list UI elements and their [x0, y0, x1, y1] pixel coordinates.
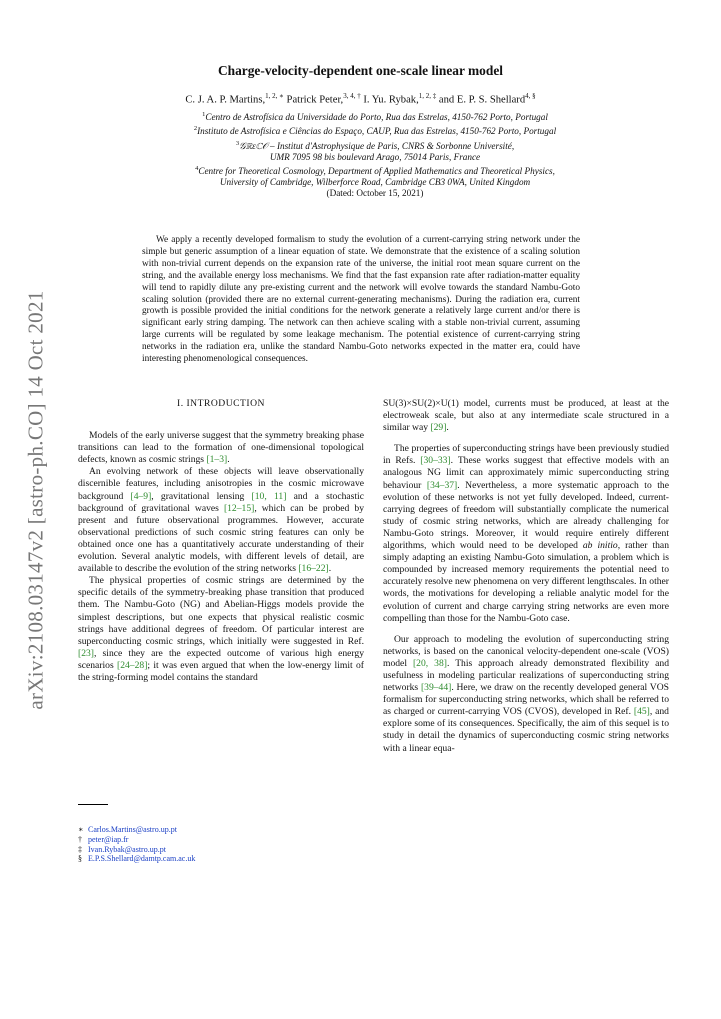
affiliation-line	[90, 152, 660, 163]
author-affiliation-marks: 1, 2, ‡	[418, 92, 437, 100]
paragraph-text: The physical properties of cosmic strings are determined by the specific details of the symmetry-breaking phase transition that produced them. The Nambu-Goto (NG) and Abelian-Higgs models provide the simplest descriptions, but one expects that physical realistic cosmic strings have additional degrees of freedom. Of particular interest are superconducting cosmic strings, which initially were suggested in Ref.	[78, 575, 364, 647]
footnote-item	[78, 835, 195, 845]
citation-link[interactable]: [12–15]	[223, 502, 255, 514]
footnote-mark: ‡	[78, 844, 82, 854]
paper-title: Charge-velocity-dependent one-scale linear model	[217, 63, 503, 78]
affiliation-text: Centre for Theoretical Cosmology, Department of Applied Mathematics and Theoretical Physics,	[198, 166, 555, 177]
body-paragraph	[383, 634, 669, 755]
paragraph-text: The properties of superconducting strings have been previously studied in Refs.	[383, 443, 669, 467]
right-column	[383, 398, 669, 755]
paragraph-text: , and explore some of its consequences. Specifically, the aim of this sequel is to study in detail the dynamics of superconducting cosmic string networks with a linear equa-	[383, 706, 669, 754]
paragraph-text: , rather than simply adapting an existing Nambu-Goto simulation, a problem which is compounded by increased memory requirements the potential need to accurately resolve new phenomena on very different lengthscales. In other words, the motivations for developing a reliable analytic model for the evolution of current and charge carrying string networks are even more compelling than those for the Nambu-Goto case.	[383, 540, 669, 624]
footnote-email-link[interactable]: peter@iap.fr	[88, 834, 129, 844]
dated-line: (Dated: October 15, 2021)	[326, 188, 424, 199]
arxiv-identifier-text: arXiv:2108.03147v2 [astro-ph.CO] 14 Oct 2021	[23, 290, 48, 710]
citation-link[interactable]: [23]	[78, 647, 94, 659]
citation-link[interactable]: [16–22]	[298, 563, 329, 575]
citation-link[interactable]: [39–44]	[420, 682, 452, 694]
emphasis-text: ab initio	[582, 540, 618, 552]
citation-link[interactable]: [34–37]	[426, 479, 458, 491]
footnote-email-link[interactable]: E.P.S.Shellard@damtp.cam.ac.uk	[88, 854, 196, 864]
footnote-rule	[78, 804, 108, 805]
affiliation-mark: 3	[235, 139, 240, 147]
affiliation-line	[90, 138, 660, 152]
citation-link[interactable]: [24–28]	[117, 659, 148, 671]
paragraph-text: An evolving network of these objects will leave observationally discernible features, including anisotropies in the cosmic microwave background	[78, 466, 364, 502]
affiliation-mark: 1	[202, 111, 206, 118]
affiliation-line	[90, 163, 660, 177]
citation-link[interactable]: [29]	[430, 422, 447, 434]
paragraph-text: and a stochastic background of gravitational waves	[78, 490, 364, 514]
affiliation-text: UMR 7095 98 bis boulevard Arago, 75014 Paris, France	[269, 151, 481, 162]
author-affiliation-marks: 3, 4, †	[343, 92, 361, 100]
paragraph-text: ; it was even argued that when the low-energy limit of the string-forming model contains the standard	[78, 659, 364, 683]
footnote-mark: ∗	[78, 825, 84, 834]
citation-link[interactable]: [4–9]	[130, 490, 152, 502]
paragraph-text: . Here, we draw on the recently developed general VOS formalism for superconducting string networks, which shall be referred to as charged or current-carrying VOS (CVOS), developed in Ref.	[383, 682, 669, 718]
paragraph-text: . Nevertheless, a more systematic approach to the evolution of these networks is not yet fully developed. Indeed, current-carrying degrees of freedom will substantially complicate the numerical study of cosmic string networks, which are already challenging for Nambu-Goto strings. Moreover, it would require entirely different algorithms, which would need to be developed	[383, 479, 669, 552]
affiliation-line	[90, 177, 660, 188]
citation-link[interactable]: [1–3]	[206, 454, 228, 466]
arxiv-identifier	[16, 280, 56, 720]
author-list	[0, 92, 721, 106]
affiliation-text: Centro de Astrofísica da Universidade do Porto, Rua das Estrelas, 4150-762 Porto, Portugal	[205, 112, 548, 123]
footnotes	[78, 825, 195, 864]
paragraph-text: Models of the early universe suggest that the symmetry breaking phase transitions can lead to the formation of one-dimensional topological defects, known as cosmic strings	[78, 430, 364, 466]
section-heading: I. INTRODUCTION	[177, 398, 265, 409]
affiliations	[90, 109, 660, 200]
footnote-item	[78, 825, 195, 835]
paragraph-text: .	[446, 422, 449, 434]
footnote-item	[78, 854, 195, 864]
affiliation-line	[90, 109, 660, 123]
author-affiliation-marks: 1, 2, ∗	[265, 92, 284, 100]
footnote-mark: †	[78, 834, 82, 844]
affiliation-text: 𝒢ℝεℂ𝒪 – Institut d'Astrophysique de Paris, CNRS & Sorbonne Université,	[239, 140, 515, 151]
citation-link[interactable]: [45]	[633, 706, 650, 718]
left-column	[78, 398, 364, 684]
affiliation-text: University of Cambridge, Wilberforce Road, Cambridge CB3 0WA, United Kingdom	[219, 177, 531, 188]
author-name: Patrick Peter,	[286, 94, 344, 106]
paragraph-text: SU(3)×SU(2)×U(1) model, currents must be produced, at least at the electroweak scale, but also at any intermediate scale structured in a similar way	[383, 398, 669, 434]
author-name: C. J. A. P. Martins,	[185, 94, 266, 106]
affiliation-mark: 4	[195, 165, 199, 172]
paragraph-text: .	[227, 454, 230, 466]
paragraph-text: .	[328, 563, 332, 575]
affiliation-line	[90, 123, 660, 137]
body-paragraph	[78, 430, 364, 466]
author-name: and E. P. S. Shellard	[438, 94, 526, 106]
affiliation-text: Instituto de Astrofísica e Ciências do Espaço, CAUP, Rua das Estrelas, 4150-762 Porto, Portugal	[197, 126, 557, 137]
footnote-email-link[interactable]: Ivan.Rybak@astro.up.pt	[88, 844, 166, 854]
body-paragraph	[383, 398, 669, 434]
author-name: I. Yu. Rybak,	[363, 94, 419, 106]
paragraph-text: , gravitational lensing	[151, 490, 252, 502]
body-paragraph	[383, 443, 669, 624]
affiliation-mark: 2	[193, 125, 198, 133]
citation-link[interactable]: [10, 11]	[251, 490, 287, 502]
citation-link[interactable]: [20, 38]	[412, 657, 447, 669]
citation-link[interactable]: [30–33]	[420, 455, 451, 467]
abstract: We apply a recently developed formalism to study the evolution of a current-carrying string network under the simple but generic assumption of a linear equation of state. We demonstrate that the existence of a scaling solution with non-trivial current depends on the expansion rate of the universe, the initial root mean square current on the string, and the available energy loss mechanisms. We find that the fast expansion rate after radiation-matter equality will tend to rapidly dilute any pre-existing current and the network will evolve towards the standard Nambu-Goto scaling solution (provided there are no external current-generating mechanisms). During the radiation era, current growth is possible provided the initial conditions for the network generate a relatively large current and/or there is significant early string damping. The network can then achieve scaling with a stable non-trivial current, assuming large currents will be regulated by some leakage mechanism. The potential existence of current-carrying string networks in the radiation era, unlike the standard Nambu-Goto networks expected in the matter era, could have interesting phenomenological consequences.	[142, 235, 580, 365]
paragraph-text: Our approach to modeling the evolution of superconducting string networks, is based on the canonical velocity-dependent one-scale (VOS) model	[383, 633, 669, 669]
footnote-email-link[interactable]: Carlos.Martins@astro.up.pt	[88, 825, 177, 834]
paragraph-text: . This approach already demonstrated flexibility and usefulness in modeling particular realizations of superconducting string networks	[383, 657, 669, 694]
body-paragraph	[78, 466, 364, 575]
paragraph-text: . These works suggest that effective models with an analogous NG limit can approximately mimic superconducting string behaviour	[383, 455, 669, 491]
author-affiliation-marks: 4, §	[525, 92, 536, 100]
footnote-mark: §	[78, 854, 82, 864]
paragraph-text: , which can be probed by present and future observational programmes. However, accurate observational predictions of such cosmic string features can only be obtained once one has a quantitatively accurate understanding of their evolution. Several analytic models, with different levels of detail, are available to describe the evolution of the string networks	[78, 502, 364, 575]
footnote-item	[78, 845, 195, 855]
body-paragraph	[78, 575, 364, 684]
paragraph-text: , since they are the expected outcome of various high energy scenarios	[78, 647, 364, 671]
